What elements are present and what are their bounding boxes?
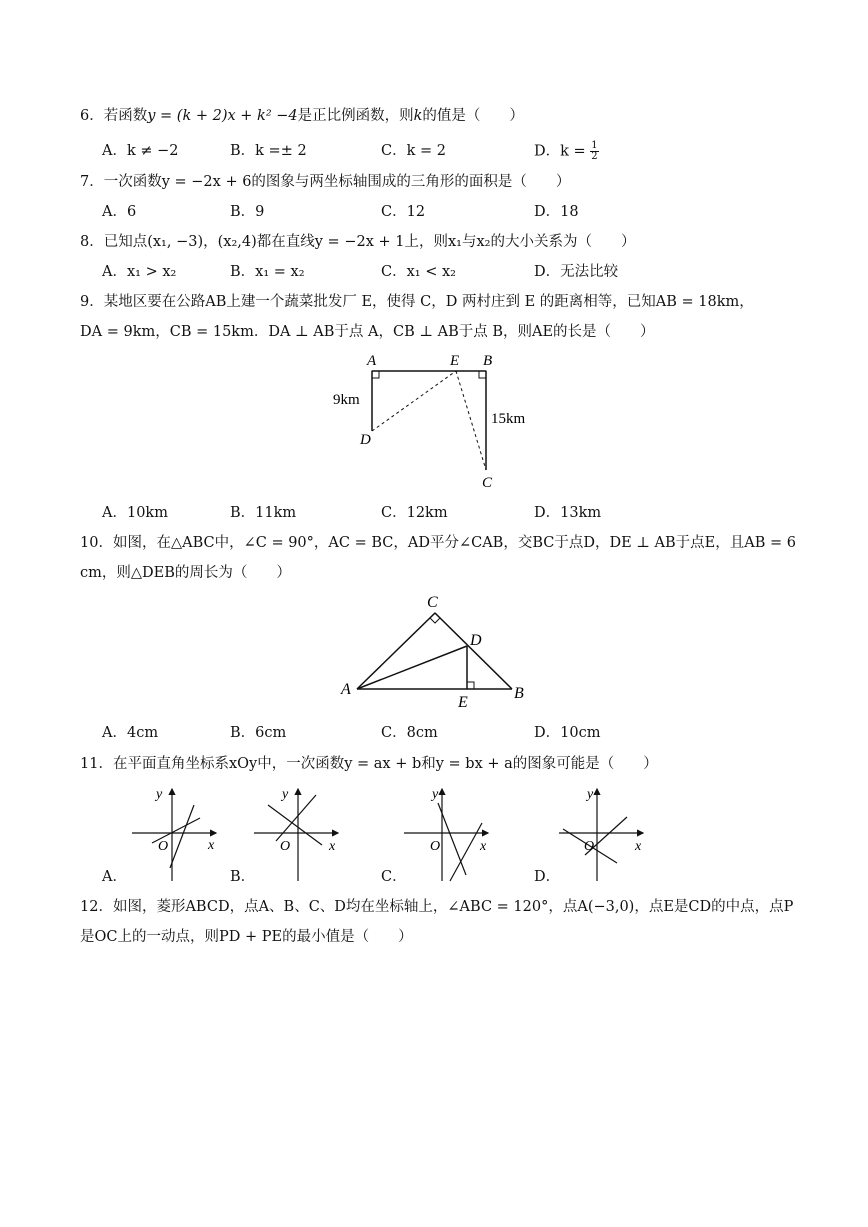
q11b-origin-label: O (280, 839, 291, 854)
q10-label-e: E (458, 694, 468, 711)
q10-label-d: D (470, 632, 482, 649)
q10-stem-line2: cm，则△DEB的周长为（ ） (80, 565, 291, 581)
q11-stem: 11．在平面直角坐标系xOy中，一次函数y = ax + b和y = bx + a的图象可能是（ ） (80, 756, 658, 772)
q6-option-d-label: D．k = (534, 143, 586, 160)
q9-label-cb: 15km (491, 411, 526, 427)
q8-option-d: D．无法比较 (534, 264, 619, 280)
q9-option-d: D．13km (534, 505, 602, 521)
q11d-y-label: y (587, 787, 594, 802)
q11a-x-label: x (208, 838, 215, 853)
q11-option-d: D． (534, 869, 561, 885)
q11-option-a: A． (102, 869, 127, 885)
q7-option-d: D．18 (534, 204, 579, 220)
q11-graph-b (250, 783, 350, 883)
q7-stem: 7．一次函数y = −2x + 6的图象与两坐标轴围成的三角形的面积是（ ） (80, 174, 571, 190)
q9-label-da: 9km (333, 392, 360, 408)
q9-label-a: A (367, 353, 377, 369)
q12-stem-line2: 是OC上的一动点，则PD + PE的最小值是（ ） (80, 929, 413, 945)
q10-label-a: A (341, 681, 351, 698)
q11b-y-label: y (282, 787, 289, 802)
q6-frac-num: 1 (591, 140, 598, 151)
q11c-origin-label: O (430, 839, 441, 854)
q11c-x-label: x (480, 839, 487, 854)
q6-option-b: B．k =± 2 (230, 143, 307, 159)
q8-stem: 8．已知点(x₁, −3)，(x₂,4)都在直线y = −2x + 1上，则x₁与x₂的大小关系为（ ） (80, 234, 636, 250)
q11b-x-label: x (329, 839, 336, 854)
q11c-y-label: y (432, 787, 439, 802)
q11d-origin-label: O (584, 839, 595, 854)
q9-label-d: D (360, 432, 371, 448)
q6-option-a: A．k ≠ −2 (102, 143, 179, 159)
q9-option-c: C．12km (381, 505, 448, 521)
q11-option-c: C． (381, 869, 407, 885)
q10-option-a: A．4cm (102, 725, 159, 741)
q6-option-c: C．k = 2 (381, 143, 446, 159)
q7-option-c: C．12 (381, 204, 426, 220)
q6-frac-den: 2 (591, 151, 598, 162)
q10-stem-line1: 10．如图，在△ABC中，∠C = 90°，AC = BC，AD平分∠CAB，交BC于点D，DE ⊥ AB于点E，且AB = 6 (80, 535, 796, 551)
q6-number: 6． (80, 108, 104, 124)
q6-equation: y = (k + 2)x + k² −4 (147, 108, 298, 124)
q11-graph-a (128, 783, 228, 883)
q8-option-a: A．x₁ > x₂ (102, 264, 177, 280)
q10-option-d: D．10cm (534, 725, 601, 741)
q6-end: 的值是（ ） (422, 108, 524, 124)
q11-option-b: B． (230, 869, 256, 885)
q9-option-b: B．11km (230, 505, 297, 521)
q9-label-c: C (482, 475, 493, 491)
q10-option-b: B．6cm (230, 725, 287, 741)
q6-post: 是正比例函数，则 (297, 108, 414, 124)
q6-fraction (590, 141, 598, 162)
q11a-y-label: y (156, 787, 163, 802)
q8-option-b: B．x₁ = x₂ (230, 264, 305, 280)
q11a-origin-label: O (158, 839, 169, 854)
q10-option-c: C．8cm (381, 725, 438, 741)
q9-stem-line1: 9．某地区要在公路AB上建一个蔬菜批发厂 E，使得 C，D 两村庄到 E 的距离相等，已知AB = 18km， (80, 294, 754, 310)
q6-option-d (534, 141, 599, 162)
q10-label-b: B (514, 685, 524, 702)
q9-stem-line2: DA = 9km，CB = 15km．DA ⊥ AB于点 A，CB ⊥ AB于点 B，则AE的长是（ ） (80, 324, 655, 340)
q9-label-e: E (450, 353, 460, 369)
q7-option-a: A．6 (102, 204, 137, 220)
q6-pre: 若函数 (103, 108, 148, 124)
q11-graph-d (555, 783, 655, 883)
q9-label-b: B (483, 353, 493, 369)
q10-figure (335, 588, 540, 713)
q12-stem-line1: 12．如图，菱形ABCD，点A、B、C、D均在坐标轴上，∠ABC = 120°，点A(−3,0)，点E是CD的中点，点P (80, 899, 794, 915)
q10-label-c: C (427, 594, 438, 611)
q11d-x-label: x (635, 839, 642, 854)
q7-option-b: B．9 (230, 204, 265, 220)
q9-figure (320, 345, 550, 495)
q8-option-c: C．x₁ < x₂ (381, 264, 456, 280)
q6-k: k (413, 108, 423, 124)
q11-graph-c (400, 783, 500, 883)
q6-stem (80, 106, 524, 126)
q9-option-a: A．10km (102, 505, 168, 521)
